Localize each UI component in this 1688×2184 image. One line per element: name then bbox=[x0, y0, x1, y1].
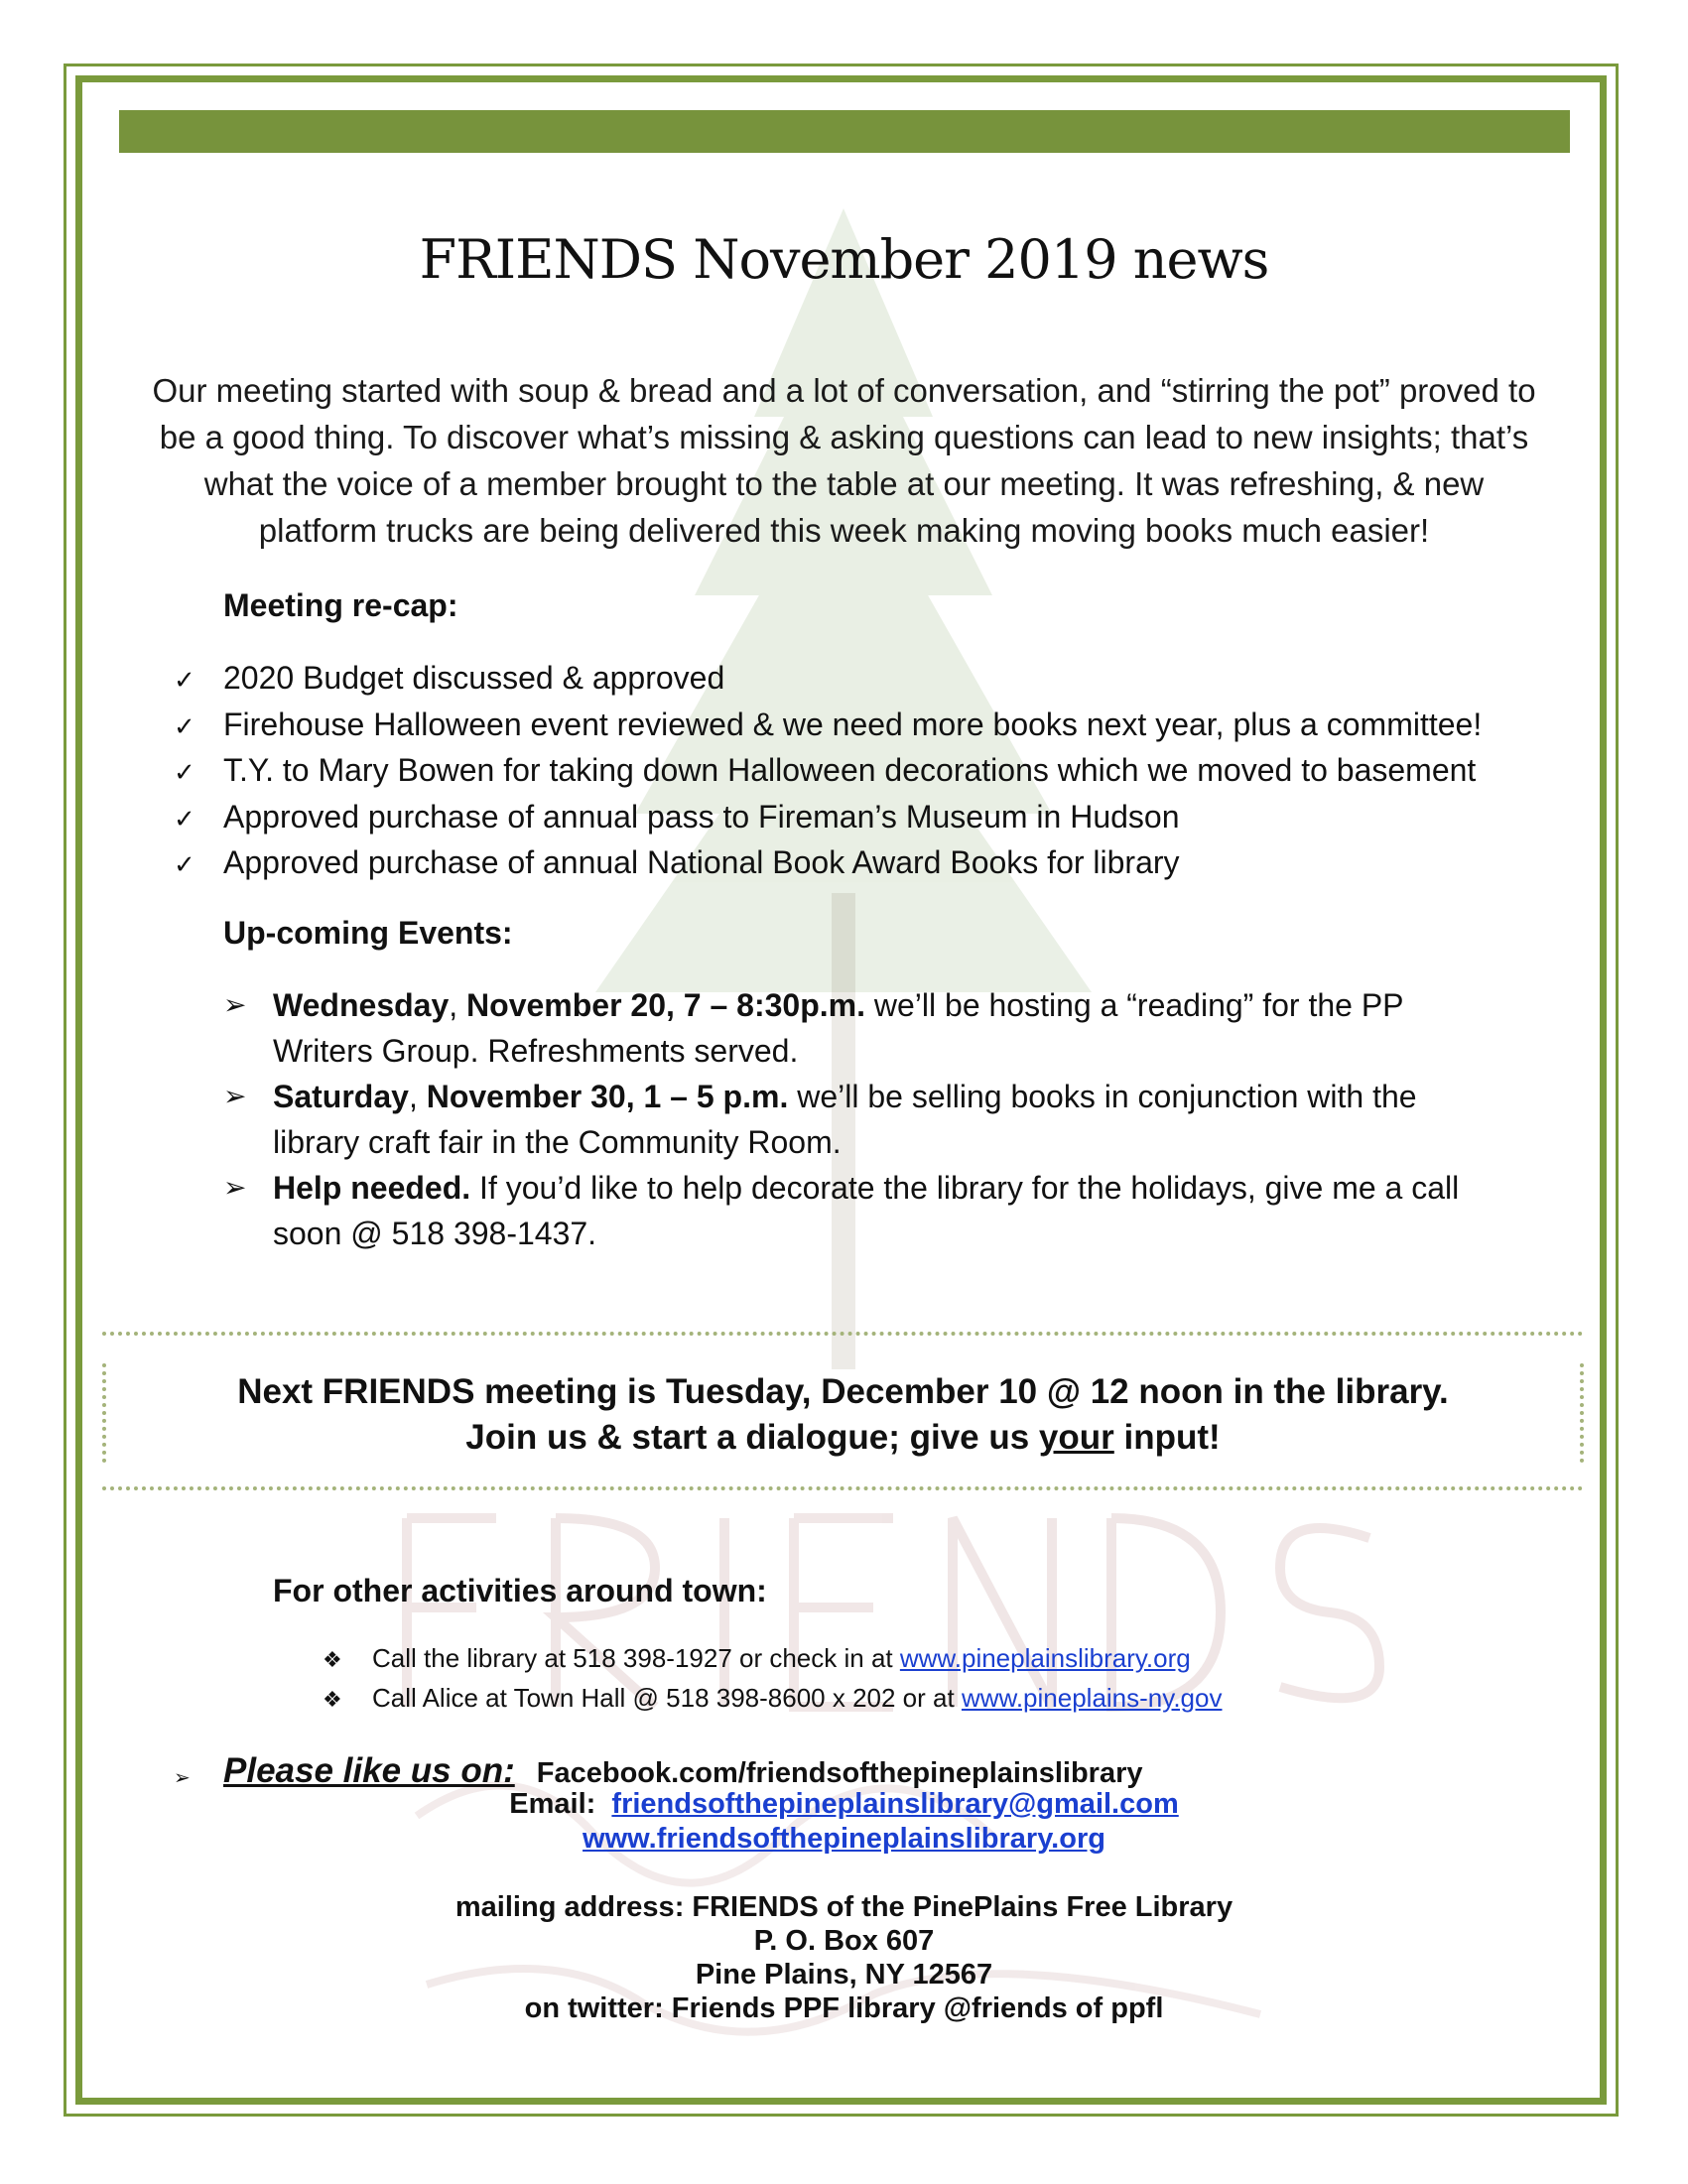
email-link[interactable]: friendsofthepineplainslibrary@gmail.com bbox=[611, 1788, 1179, 1820]
checkmark-icon: ✓ bbox=[174, 849, 195, 879]
list-item: ✓ T.Y. to Mary Bowen for taking down Halloween decorations which we moved to basement bbox=[174, 747, 1482, 794]
intro-line: be a good thing. To discover what’s missing & asking questions can lead to new insights; that’s bbox=[159, 419, 1529, 455]
events-heading: Up-coming Events: bbox=[223, 915, 513, 951]
other-activities-list bbox=[323, 1639, 1222, 1719]
list-item: ✓ Approved purchase of annual National Book Award Books for library bbox=[174, 839, 1482, 886]
checkmark-icon: ✓ bbox=[174, 803, 195, 834]
checkmark-icon: ✓ bbox=[174, 665, 195, 695]
mailing-line: mailing address: FRIENDS of the PinePlains Free Library bbox=[454, 1891, 1234, 1923]
email-row bbox=[0, 1788, 1688, 1821]
event-item: ➢ Saturday, November 30, 1 – 5 p.m. we’ll be selling books in conjunction with the library craft fair in the Community Room. bbox=[223, 1074, 1573, 1165]
social-row bbox=[174, 1751, 1143, 1791]
arrow-bullet-icon: ➢ bbox=[223, 989, 247, 1020]
mailing-line: on twitter: Friends PPF library @friends of ppfl bbox=[524, 1992, 1164, 2024]
friends-website-link[interactable]: www.friendsofthepineplainslibrary.org bbox=[583, 1823, 1105, 1855]
recap-heading: Meeting re-cap: bbox=[223, 587, 458, 623]
mailing-address bbox=[0, 1890, 1688, 2025]
recap-list bbox=[174, 655, 1482, 886]
list-item: ✓ Firehouse Halloween event reviewed & we need more books next year, plus a committee! bbox=[174, 702, 1482, 748]
next-meeting-line2: Join us & start a dialogue; give us your input! bbox=[465, 1418, 1221, 1457]
header-bar bbox=[119, 110, 1570, 153]
next-meeting-text bbox=[102, 1369, 1584, 1461]
website-row bbox=[0, 1823, 1688, 1856]
arrow-bullet-icon: ➢ bbox=[223, 1172, 247, 1203]
library-website-link[interactable]: www.pineplainslibrary.org bbox=[899, 1643, 1191, 1673]
checkmark-icon: ✓ bbox=[174, 757, 195, 787]
list-item: ❖ Call Alice at Town Hall @ 518 398-8600 x 202 or at www.pineplains-ny.gov bbox=[323, 1679, 1222, 1719]
intro-paragraph bbox=[129, 367, 1559, 554]
intro-line: platform trucks are being delivered this week making moving books much easier! bbox=[258, 512, 1430, 549]
list-item: ✓ Approved purchase of annual pass to Fireman’s Museum in Hudson bbox=[174, 794, 1482, 840]
newsletter-title: FRIENDS November 2019 news bbox=[419, 228, 1269, 291]
town-website-link[interactable]: www.pineplains-ny.gov bbox=[961, 1683, 1223, 1713]
list-item: ✓ 2020 Budget discussed & approved bbox=[174, 655, 1482, 702]
event-item: ➢ Help needed. If you’d like to help decorate the library for the holidays, give me a call soon @ 518 398-1437. bbox=[223, 1165, 1573, 1256]
intro-line: what the voice of a member brought to the table at our meeting. It was refreshing, & new bbox=[203, 465, 1485, 502]
events-list bbox=[223, 982, 1573, 1256]
checkmark-icon: ✓ bbox=[174, 710, 195, 741]
arrow-bullet-icon: ➢ bbox=[174, 1767, 191, 1790]
mailing-line: Pine Plains, NY 12567 bbox=[695, 1959, 993, 1991]
arrow-bullet-icon: ➢ bbox=[223, 1081, 247, 1111]
diamond-bullet-icon: ❖ bbox=[323, 1647, 342, 1672]
facebook-handle: Facebook.com/friendsofthepineplainslibrary bbox=[536, 1757, 1143, 1789]
diamond-bullet-icon: ❖ bbox=[323, 1687, 342, 1712]
email-label: Email: bbox=[509, 1788, 596, 1820]
other-activities-heading: For other activities around town: bbox=[273, 1573, 767, 1608]
mailing-line: P. O. Box 607 bbox=[753, 1925, 935, 1957]
next-meeting-line1: Next FRIENDS meeting is Tuesday, December 10 @ 12 noon in the library. bbox=[237, 1372, 1449, 1411]
intro-line: Our meeting started with soup & bread and a lot of conversation, and “stirring the pot” proved to bbox=[152, 372, 1536, 409]
list-item: ❖ Call the library at 518 398-1927 or check in at www.pineplainslibrary.org bbox=[323, 1639, 1222, 1679]
event-item: ➢ Wednesday, November 20, 7 – 8:30p.m. we’ll be hosting a “reading” for the PP Writers Group. Refreshments served. bbox=[223, 982, 1573, 1074]
like-us-label: Please like us on: bbox=[223, 1751, 515, 1790]
